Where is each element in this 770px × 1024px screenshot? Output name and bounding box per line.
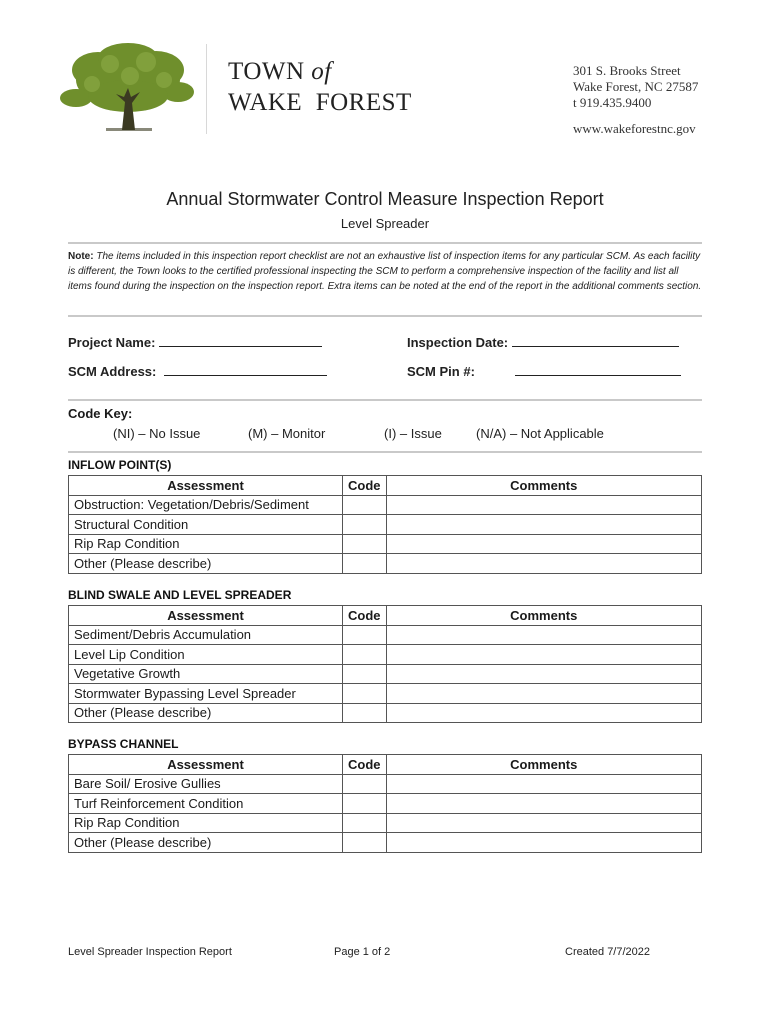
comments-cell[interactable]	[386, 703, 702, 723]
code-cell[interactable]	[343, 774, 387, 794]
table-row	[69, 495, 702, 515]
section-title: BLIND SWALE AND LEVEL SPREADER	[68, 588, 292, 602]
code-cell[interactable]	[343, 833, 387, 853]
code-cell[interactable]	[343, 684, 387, 704]
table-row	[69, 515, 702, 535]
comments-cell[interactable]	[386, 813, 702, 833]
assessment-cell: Stormwater Bypassing Level Spreader	[69, 684, 343, 704]
code-cell[interactable]	[343, 515, 387, 535]
inspection-table	[68, 475, 702, 574]
website-link[interactable]: www.wakeforestnc.gov	[573, 121, 696, 136]
table-row	[69, 703, 702, 723]
code-cell[interactable]	[343, 554, 387, 574]
table-row	[69, 645, 702, 665]
assessment-cell: Vegetative Growth	[69, 664, 343, 684]
page-subtitle: Level Spreader	[340, 216, 430, 231]
table-row	[69, 794, 702, 814]
scm-pin-field: SCM Pin #:	[407, 363, 681, 379]
letterhead-divider	[206, 44, 207, 134]
comments-cell[interactable]	[386, 833, 702, 853]
page-title: Annual Stormwater Control Measure Inspection Report	[166, 189, 604, 209]
comments-header: Comments	[386, 476, 702, 496]
assessment-header: Assessment	[69, 755, 343, 775]
assessment-cell: Other (Please describe)	[69, 703, 343, 723]
section-title: INFLOW POINT(S)	[68, 458, 172, 472]
comments-cell[interactable]	[386, 625, 702, 645]
code-cell[interactable]	[343, 495, 387, 515]
table-header-row	[69, 476, 702, 496]
assessment-cell: Other (Please describe)	[69, 554, 343, 574]
comments-cell[interactable]	[386, 664, 702, 684]
scm-address-input[interactable]	[164, 363, 327, 376]
comments-cell[interactable]	[386, 774, 702, 794]
assessment-cell: Structural Condition	[69, 515, 343, 535]
comments-cell[interactable]	[386, 794, 702, 814]
comments-cell[interactable]	[386, 684, 702, 704]
code-cell[interactable]	[343, 664, 387, 684]
assessment-cell: Rip Rap Condition	[69, 813, 343, 833]
assessment-header: Assessment	[69, 476, 343, 496]
code-key-item: (I) – Issue	[384, 426, 442, 441]
comments-header: Comments	[386, 755, 702, 775]
code-header: Code	[343, 606, 387, 626]
comments-cell[interactable]	[386, 554, 702, 574]
table-row	[69, 554, 702, 574]
code-cell[interactable]	[343, 625, 387, 645]
code-cell[interactable]	[343, 703, 387, 723]
assessment-cell: Rip Rap Condition	[69, 534, 343, 554]
code-key-label: Code Key:	[68, 406, 133, 421]
assessment-cell: Turf Reinforcement Condition	[69, 794, 343, 814]
assessment-cell: Sediment/Debris Accumulation	[69, 625, 343, 645]
code-cell[interactable]	[343, 534, 387, 554]
note-paragraph: Note: The items included in this inspection report checklist are not an exhaustive list of inspection items for any particular SCM. As each facility is different, the Town looks to the certified professional inspecting the SCM to perform a comprehensive inspection of the facility and list all items found during the inspection on the inspection report. Extra items can be noted at the end of the report in the additional comments section.	[68, 251, 702, 292]
inspection-table	[68, 605, 702, 723]
assessment-cell: Other (Please describe)	[69, 833, 343, 853]
comments-cell[interactable]	[386, 534, 702, 554]
table-row	[69, 813, 702, 833]
code-cell[interactable]	[343, 813, 387, 833]
footer-created-date: Created 7/7/2022	[565, 946, 651, 958]
table-row	[69, 684, 702, 704]
table-header-row	[69, 755, 702, 775]
comments-header: Comments	[386, 606, 702, 626]
assessment-header: Assessment	[69, 606, 343, 626]
table-row	[69, 625, 702, 645]
project-name-field: Project Name:	[68, 334, 322, 350]
code-header: Code	[343, 755, 387, 775]
assessment-cell: Bare Soil/ Erosive Gullies	[69, 774, 343, 794]
code-key-item: (N/A) – Not Applicable	[476, 426, 604, 441]
table-row	[69, 534, 702, 554]
divider	[68, 315, 702, 317]
scm-pin-input[interactable]	[515, 363, 681, 376]
code-cell[interactable]	[343, 645, 387, 665]
table-header-row	[69, 606, 702, 626]
code-cell[interactable]	[343, 794, 387, 814]
inspection-date-field: Inspection Date:	[407, 334, 679, 350]
section-title: BYPASS CHANNEL	[68, 737, 179, 751]
comments-cell[interactable]	[386, 645, 702, 665]
town-name-line-2: WAKE FOREST	[228, 89, 412, 116]
oak-tree-icon	[58, 40, 198, 132]
code-key-item: (M) – Monitor	[248, 426, 326, 441]
code-header: Code	[343, 476, 387, 496]
comments-cell[interactable]	[386, 515, 702, 535]
assessment-cell: Obstruction: Vegetation/Debris/Sediment	[69, 495, 343, 515]
assessment-cell: Level Lip Condition	[69, 645, 343, 665]
project-name-input[interactable]	[159, 334, 322, 347]
town-name-line-1: TOWN of	[228, 58, 332, 85]
divider	[68, 242, 702, 244]
footer-report-name: Level Spreader Inspection Report	[68, 946, 232, 958]
code-key-item: (NI) – No Issue	[113, 426, 201, 441]
table-row	[69, 774, 702, 794]
table-row	[69, 664, 702, 684]
divider	[68, 451, 702, 453]
address-block: 301 S. Brooks Street Wake Forest, NC 27587 t 919.435.9400	[573, 63, 699, 110]
inspection-table	[68, 754, 702, 853]
inspection-date-input[interactable]	[512, 334, 679, 347]
scm-address-field: SCM Address:	[68, 363, 327, 379]
divider	[68, 399, 702, 401]
table-row	[69, 833, 702, 853]
comments-cell[interactable]	[386, 495, 702, 515]
footer-page-number: Page 1 of 2	[334, 946, 391, 958]
